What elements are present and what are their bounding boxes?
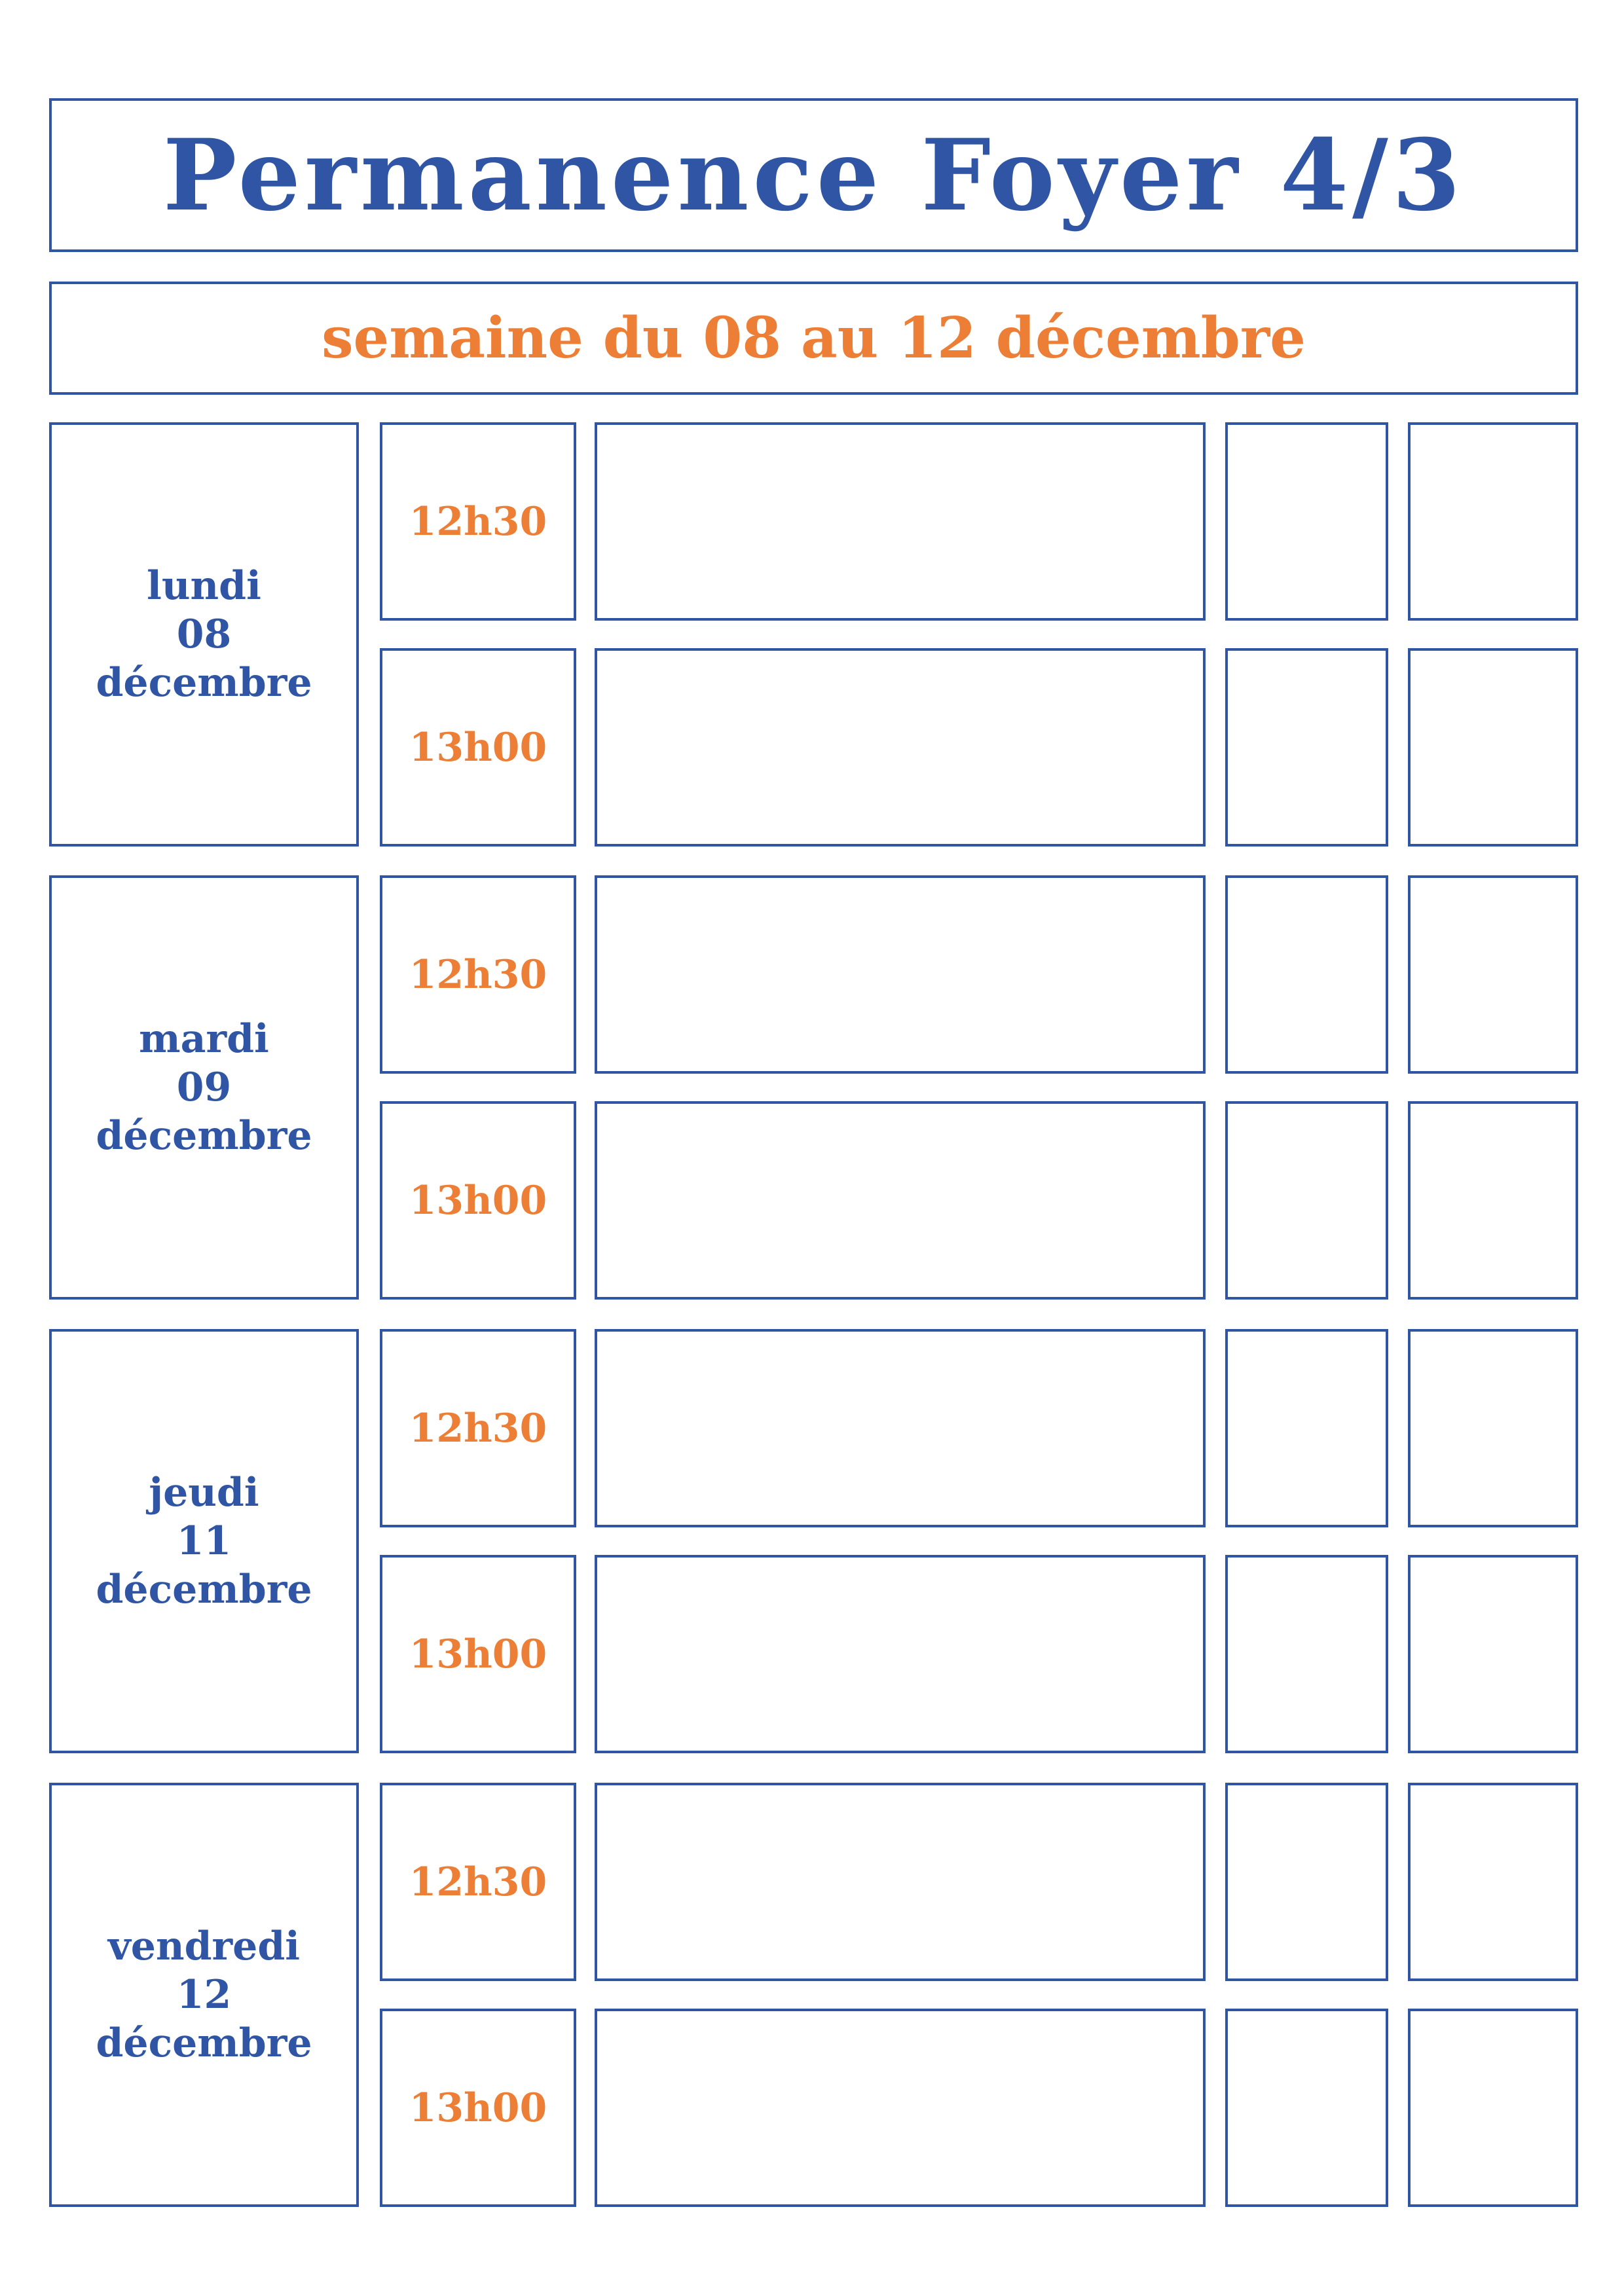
check-field-a[interactable] bbox=[1225, 1101, 1388, 1300]
name-field[interactable] bbox=[595, 1783, 1206, 1981]
time-cell bbox=[380, 422, 576, 621]
subtitle-box bbox=[49, 282, 1578, 395]
check-field-b[interactable] bbox=[1408, 1329, 1578, 1527]
time-cell bbox=[380, 1555, 576, 1753]
day-number: 12 bbox=[176, 1972, 232, 2018]
day-number: 09 bbox=[176, 1065, 232, 1110]
check-field-a[interactable] bbox=[1225, 648, 1388, 847]
name-field[interactable] bbox=[595, 1329, 1206, 1527]
day-number: 11 bbox=[176, 1518, 232, 1564]
time-label: 12h30 bbox=[409, 498, 547, 545]
check-field-b[interactable] bbox=[1408, 875, 1578, 1074]
day-month: décembre bbox=[96, 1113, 312, 1159]
name-field[interactable] bbox=[595, 1555, 1206, 1753]
day-cell-vendredi bbox=[49, 1783, 359, 2207]
day-label bbox=[96, 1468, 312, 1614]
day-name: mardi bbox=[139, 1016, 269, 1062]
check-field-a[interactable] bbox=[1225, 1783, 1388, 1981]
check-field-b[interactable] bbox=[1408, 1783, 1578, 1981]
name-field[interactable] bbox=[595, 875, 1206, 1074]
time-cell bbox=[380, 1101, 576, 1300]
week-subtitle: semaine du 08 au 12 décembre bbox=[322, 305, 1306, 371]
check-field-b[interactable] bbox=[1408, 1555, 1578, 1753]
time-cell bbox=[380, 1783, 576, 1981]
check-field-b[interactable] bbox=[1408, 422, 1578, 621]
day-number: 08 bbox=[176, 611, 232, 657]
time-label: 12h30 bbox=[409, 1859, 547, 1905]
day-cell-lundi bbox=[49, 422, 359, 847]
day-month: décembre bbox=[96, 660, 312, 706]
time-label: 12h30 bbox=[409, 951, 547, 998]
time-label: 12h30 bbox=[409, 1405, 547, 1451]
check-field-b[interactable] bbox=[1408, 1101, 1578, 1300]
day-name: vendredi bbox=[107, 1923, 301, 1969]
name-field[interactable] bbox=[595, 2009, 1206, 2207]
day-month: décembre bbox=[96, 1567, 312, 1613]
page-title: Permanence Foyer 4/3 bbox=[162, 117, 1465, 233]
day-label bbox=[96, 562, 312, 707]
time-label: 13h00 bbox=[409, 1631, 547, 1677]
name-field[interactable] bbox=[595, 648, 1206, 847]
day-label bbox=[96, 1922, 312, 2068]
check-field-a[interactable] bbox=[1225, 2009, 1388, 2207]
name-field[interactable] bbox=[595, 1101, 1206, 1300]
time-label: 13h00 bbox=[409, 724, 547, 771]
time-cell bbox=[380, 2009, 576, 2207]
check-field-a[interactable] bbox=[1225, 1555, 1388, 1753]
check-field-a[interactable] bbox=[1225, 422, 1388, 621]
day-name: jeudi bbox=[149, 1470, 259, 1516]
check-field-b[interactable] bbox=[1408, 648, 1578, 847]
time-label: 13h00 bbox=[409, 1177, 547, 1224]
check-field-b[interactable] bbox=[1408, 2009, 1578, 2207]
check-field-a[interactable] bbox=[1225, 1329, 1388, 1527]
day-cell-jeudi bbox=[49, 1329, 359, 1753]
time-cell bbox=[380, 875, 576, 1074]
time-label: 13h00 bbox=[409, 2085, 547, 2131]
time-cell bbox=[380, 648, 576, 847]
title-box bbox=[49, 98, 1578, 252]
day-label bbox=[96, 1015, 312, 1160]
check-field-a[interactable] bbox=[1225, 875, 1388, 1074]
day-month: décembre bbox=[96, 2020, 312, 2066]
time-cell bbox=[380, 1329, 576, 1527]
name-field[interactable] bbox=[595, 422, 1206, 621]
day-cell-mardi bbox=[49, 875, 359, 1300]
day-name: lundi bbox=[147, 563, 261, 609]
